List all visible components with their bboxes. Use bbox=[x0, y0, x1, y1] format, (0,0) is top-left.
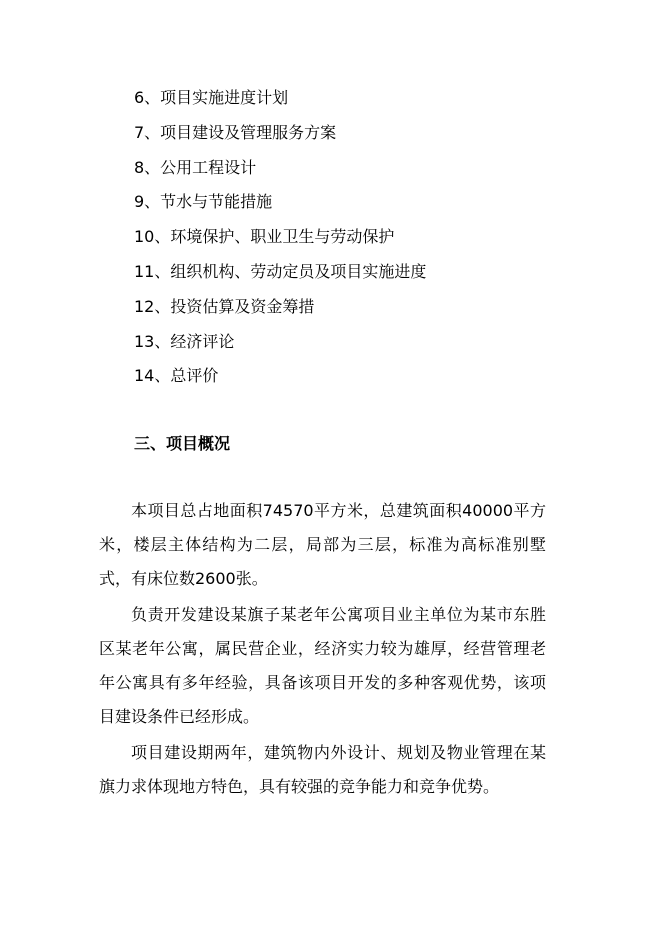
section-heading: 三、项目概况 bbox=[134, 434, 231, 453]
contents-list bbox=[134, 86, 426, 399]
list-item: 9、节水与节能措施 bbox=[134, 192, 273, 212]
list-item: 10、环境保护、职业卫生与劳动保护 bbox=[134, 227, 395, 247]
paragraph-developer: 负责开发建设某旗子某老年公寓项目业主单位为某市东胜区某老年公寓，属民营企业，经济实力较为雄厚，经营管理老年公寓具有多年经验，具备该项目开发的多种客观优势，该项目建设条件已经形成。 bbox=[99, 605, 546, 726]
list-item: 7、项目建设及管理服务方案 bbox=[134, 122, 337, 142]
list-item: 8、公用工程设计 bbox=[134, 157, 257, 177]
list-item: 13、经济评论 bbox=[134, 331, 235, 351]
list-item: 6、项目实施进度计划 bbox=[134, 88, 289, 107]
paragraph-overview: 本项目总占地面积74570平方米，总建筑面积40000平方米，楼层主体结构为二层，局部为三层，标准为高标准别墅式，有床位数2600张。 bbox=[99, 501, 546, 588]
list-item: 14、总评价 bbox=[134, 366, 219, 386]
list-item: 12、投资估算及资金筹措 bbox=[134, 296, 315, 316]
paragraph-construction: 项目建设期两年，建筑物内外设计、规划及物业管理在某旗力求体现地方特色，具有较强的竞争能力和竞争优势。 bbox=[99, 743, 546, 796]
list-item: 11、组织机构、劳动定员及项目实施进度 bbox=[134, 261, 427, 281]
